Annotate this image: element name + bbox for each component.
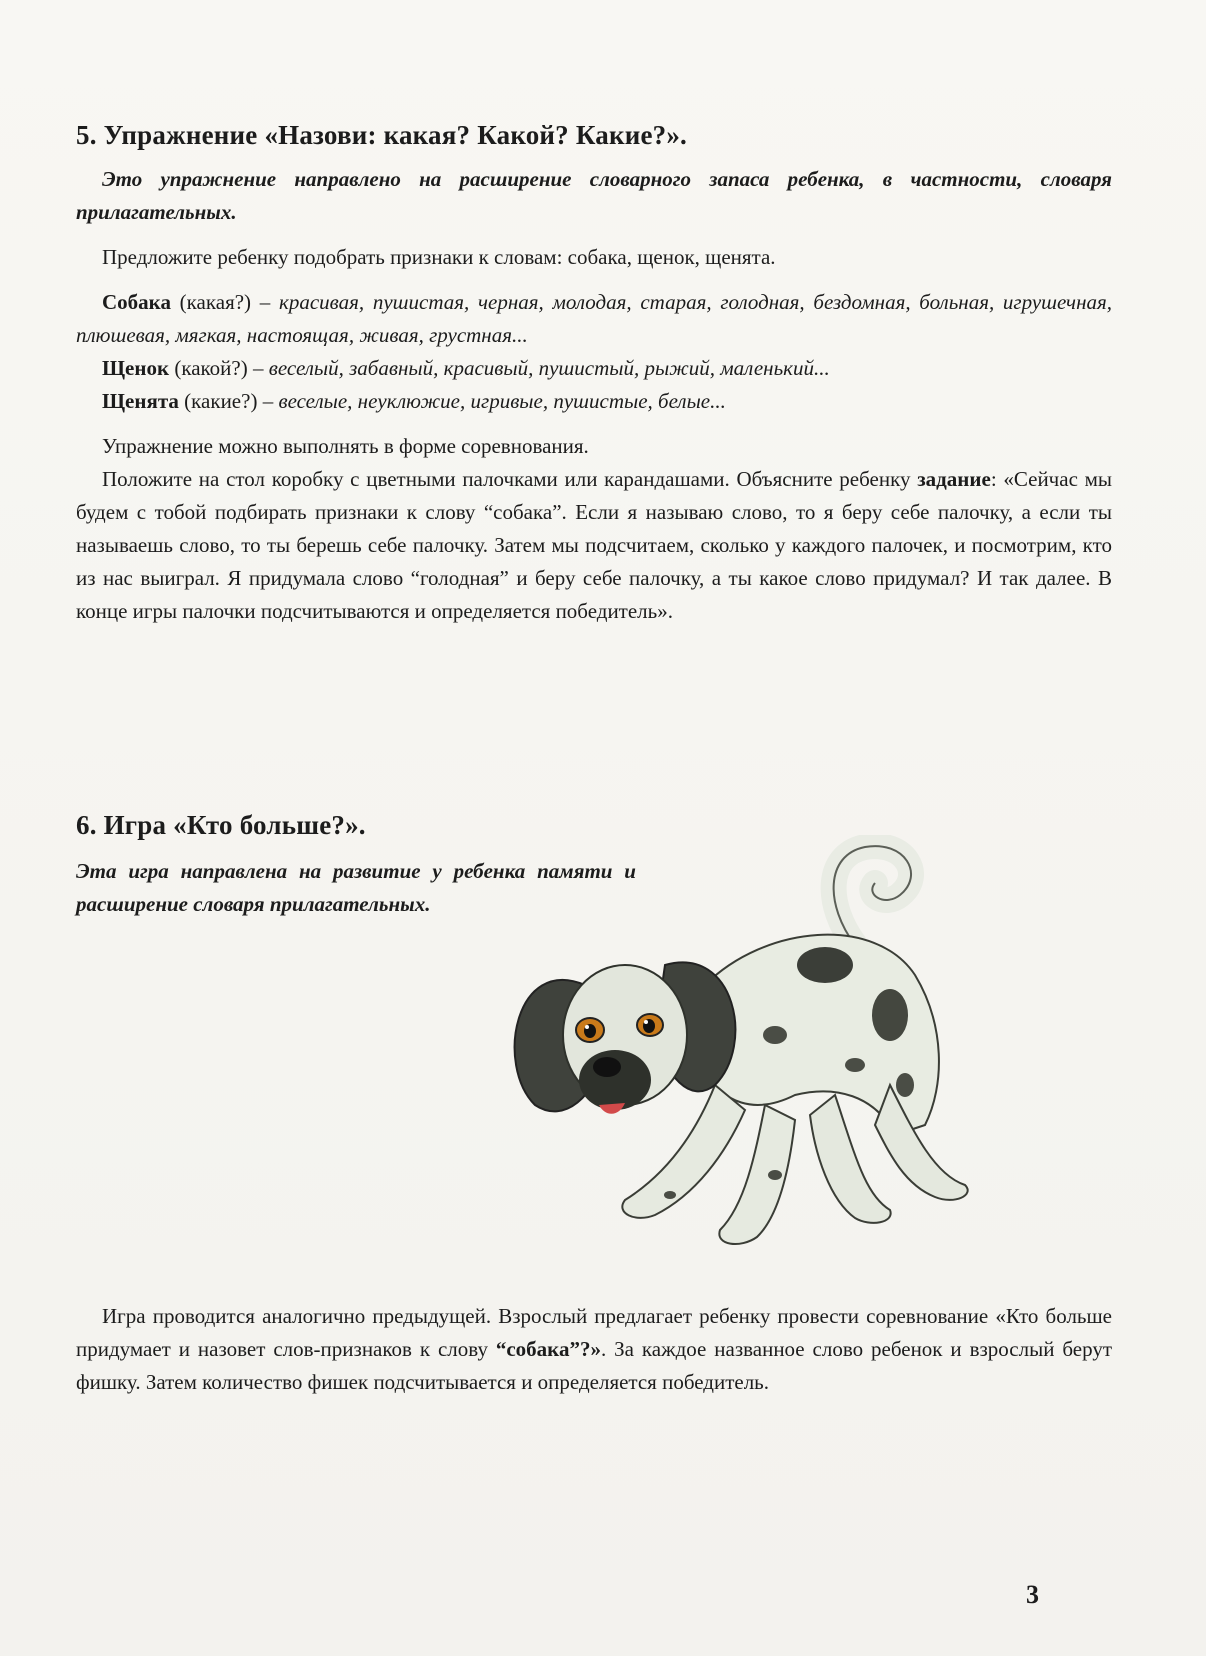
competition-note: Упражнение можно выполнять в форме соревнования. bbox=[102, 434, 589, 458]
section-6-lead: Эта игра направлена на развитие у ребенка памяти и расширение словаря прилагательных. bbox=[76, 859, 636, 916]
section-6-title: 6. Игра «Кто больше?». bbox=[76, 810, 366, 840]
section-6-body bbox=[76, 1300, 1112, 1399]
entry-words: веселые, неуклюжие, игривые, пушистые, белые... bbox=[278, 389, 726, 413]
instructions-term: задание bbox=[917, 467, 991, 491]
section-6-term: “собака”?» bbox=[495, 1337, 601, 1361]
entry-term: Собака bbox=[102, 290, 171, 314]
entry-question: (какой?) – bbox=[169, 356, 269, 380]
section-6-text bbox=[76, 1300, 1112, 1399]
entry-dog bbox=[76, 286, 1112, 352]
page-number: 3 bbox=[1026, 1580, 1039, 1609]
section-5-intro: Предложите ребенку подобрать признаки к словам: собака, щенок, щенята. bbox=[102, 245, 776, 269]
instructions-text-2: : «Сейчас мы будем с тобой подбирать признаки к слову “собака”. Если я называю слово, то я беру себе палочку, а если ты называешь слово, то ты берешь себе палочку. Затем мы подсчитаем, сколько у каждого палочек, и посмотрим, кто из нас выиграл. Я придумала слово “голодная” и беру себе палочку, а ты какое слово придумал? И так далее. В конце игры палочки подсчитываются и определяется победитель». bbox=[76, 467, 1113, 623]
instructions bbox=[76, 463, 1112, 628]
entry-question: (какая?) – bbox=[170, 290, 279, 314]
section-5-title: 5. Упражнение «Назови: какая? Какой? Какие?». bbox=[76, 120, 687, 150]
entry-term: Щенята bbox=[102, 389, 179, 413]
section-6-text-b: . За каждое названное слово ребенок и взрослый берут фишку. Затем количество фишек подсчитывается и определяется победитель. bbox=[76, 1337, 1112, 1394]
section-5 bbox=[76, 120, 1112, 628]
entry-words: веселый, забавный, красивый, пушистый, рыжий, маленький... bbox=[268, 356, 830, 380]
entry-term: Щенок bbox=[102, 356, 170, 380]
dog-illustration bbox=[495, 835, 985, 1265]
section-6-text-a: Игра проводится аналогично предыдущей. Взрослый предлагает ребенку провести соревнование «Кто больше придумает и назовет слов-признаков к слову bbox=[76, 1304, 1112, 1361]
entry-puppies bbox=[76, 385, 1112, 418]
entry-words: красивая, пушистая, черная, молодая, старая, голодная, бездомная, больная, игрушечная, плюшевая, мягкая, настоящая, живая, грустная... bbox=[76, 290, 1112, 347]
section-5-lead: Это упражнение направлено на расширение словарного запаса ребенка, в частности, словаря прилагательных. bbox=[76, 167, 1112, 224]
instructions-text: Положите на стол коробку с цветными палочками или карандашами. Объясните ребенку bbox=[102, 467, 918, 491]
entry-puppy bbox=[76, 352, 1112, 385]
entry-question: (какие?) – bbox=[178, 389, 279, 413]
